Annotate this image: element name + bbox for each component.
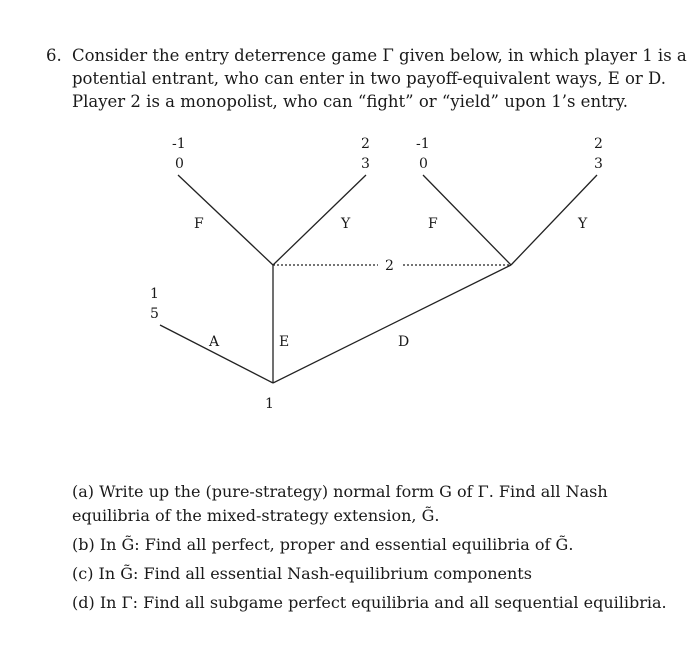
action-e-label: E (279, 334, 290, 350)
part-b (72, 533, 672, 557)
payoff-a-p2: 5 (150, 306, 159, 322)
payoff-ey-p2: 3 (361, 156, 370, 172)
question-parts (72, 480, 672, 620)
problem-line-2: potential entrant, who can enter in two payoff-equivalent ways, E or D. (72, 69, 666, 88)
part-a-line-2: equilibria of the mixed-strategy extension, G̃. (72, 506, 440, 525)
action-y-left-label: Y (341, 216, 351, 232)
action-a-label: A (209, 334, 220, 350)
action-d-label: D (398, 334, 410, 350)
action-y-right-label: Y (578, 216, 588, 232)
problem-line-3: Player 2 is a monopolist, who can “fight” or “yield” upon 1’s entry. (72, 92, 628, 111)
root-player-label: 1 (265, 396, 274, 412)
payoff-ey-p1: 2 (361, 136, 370, 152)
action-f-left-label: F (194, 216, 204, 232)
part-d (72, 591, 672, 615)
payoff-ef-p1: -1 (172, 136, 186, 152)
payoff-dy-p1: 2 (594, 136, 603, 152)
branch-d (273, 265, 511, 383)
part-d-text: (d) In Γ: Find all subgame perfect equilibria and all sequential equilibria. (72, 593, 667, 612)
problem-number: 6. (46, 46, 62, 65)
problem-text-1: Consider the entry deterrence game Γ given below, in which player 1 is a (72, 46, 687, 65)
branch-ef (178, 175, 273, 265)
payoff-df-p1: -1 (416, 136, 430, 152)
payoff-a-p1: 1 (150, 286, 159, 302)
part-c-text: (c) In G̃: Find all essential Nash-equilibrium components (72, 564, 532, 583)
part-a (72, 480, 672, 528)
part-a-line-1: (a) Write up the (pure-strategy) normal form G of Γ. Find all Nash (72, 482, 608, 501)
payoff-df-p2: 0 (419, 156, 428, 172)
branch-ey (273, 175, 366, 265)
payoff-dy-p2: 3 (594, 156, 603, 172)
part-c (72, 562, 672, 586)
part-b-text: (b) In G̃: Find all perfect, proper and essential equilibria of G̃. (72, 535, 574, 554)
info-set-player-label: 2 (385, 258, 394, 274)
payoff-ef-p2: 0 (175, 156, 184, 172)
action-f-right-label: F (428, 216, 438, 232)
